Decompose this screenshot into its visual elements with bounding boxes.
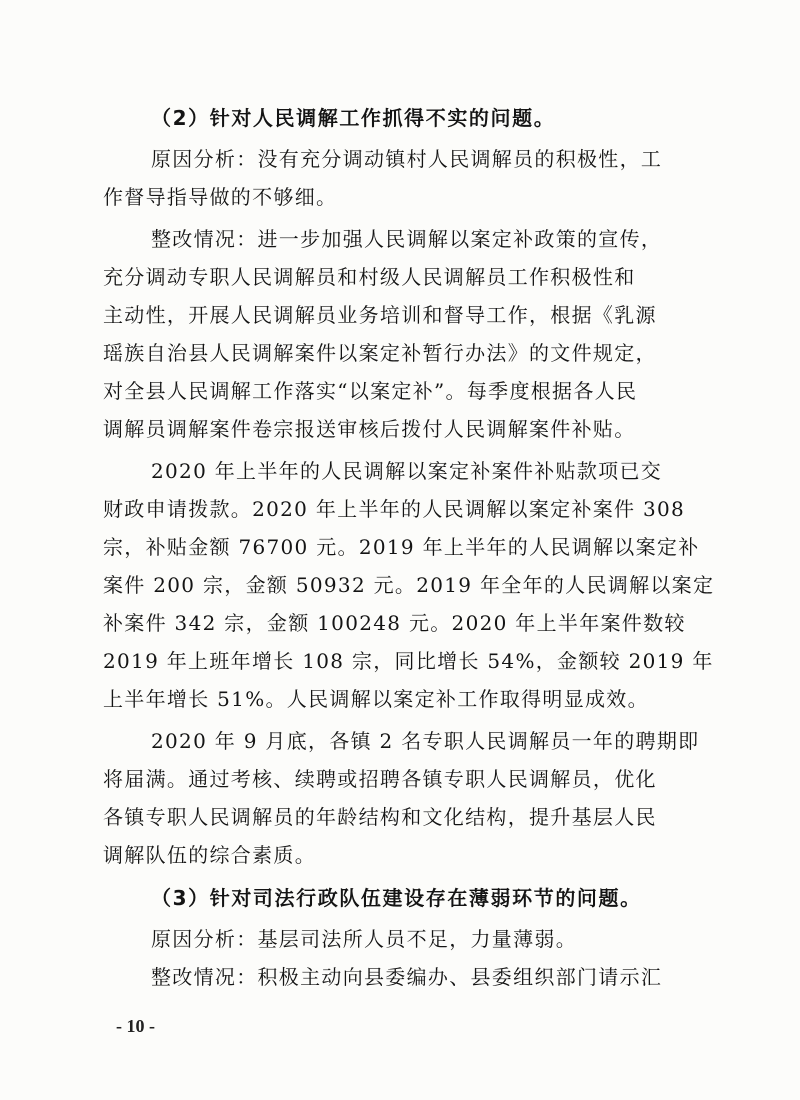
paragraph-rectification-2 xyxy=(103,220,695,448)
text-line: 将届满。通过考核、续聘或招聘各镇专职人民调解员，优化 xyxy=(103,767,657,791)
text-line: 整改情况：进一步加强人民调解以案定补政策的宣传， xyxy=(151,227,663,251)
text-line: 原因分析：没有充分调动镇村人民调解员的积极性，工 xyxy=(151,147,663,171)
text-line: 2019 年上班年增长 108 宗，同比增长 54%，金额较 2019 年 xyxy=(103,649,714,673)
text-line: 作督导指导做的不够细。 xyxy=(103,185,338,209)
text-line: 对全县人民调解工作落实“以案定补”。每季度根据各人民 xyxy=(103,379,638,403)
text-line: 充分调动专职人民调解员和村级人民调解员工作积极性和 xyxy=(103,265,636,289)
text-line: 调解队伍的综合素质。 xyxy=(103,843,316,867)
text-line: 补案件 342 宗，金额 100248 元。2020 年上半年案件数较 xyxy=(103,611,686,635)
text-line: 原因分析：基层司法所人员不足，力量薄弱。 xyxy=(151,927,577,951)
text-line: 瑶族自治县人民调解案件以案定补暂行办法》的文件规定， xyxy=(103,341,657,365)
paragraph-rectification-3 xyxy=(103,958,695,996)
text-line: 主动性，开展人民调解员业务培训和督导工作，根据《乳源 xyxy=(103,303,657,327)
text-line: 宗，补贴金额 76700 元。2019 年上半年的人民调解以案定补 xyxy=(103,535,700,559)
paragraph-cause-analysis-2 xyxy=(103,140,695,216)
text-line: 整改情况：积极主动向县委编办、县委组织部门请示汇 xyxy=(151,965,663,989)
page-number: - 10 - xyxy=(116,1016,155,1036)
paragraph-statistics xyxy=(103,452,715,718)
paragraph-renewal xyxy=(103,722,700,874)
text-line: 财政申请拨款。2020 年上半年的人民调解以案定补案件 308 xyxy=(103,497,686,521)
text-line: 各镇专职人民调解员的年龄结构和文化结构，提升基层人民 xyxy=(103,805,657,829)
document-body xyxy=(103,98,715,996)
text-line: 2020 年上半年的人民调解以案定补案件补贴款项已交 xyxy=(151,459,663,483)
section-heading-3: （3）针对司法行政队伍建设存在薄弱环节的问题。 xyxy=(151,886,642,910)
section-heading-2: （2）针对人民调解工作抓得不实的问题。 xyxy=(151,106,556,130)
text-line: 案件 200 宗，金额 50932 元。2019 年全年的人民调解以案定 xyxy=(103,573,715,597)
text-line: 2020 年 9 月底，各镇 2 名专职人民调解员一年的聘期即 xyxy=(151,729,700,753)
text-line: 调解员调解案件卷宗报送审核后拨付人民调解案件补贴。 xyxy=(103,417,636,441)
text-line: 上半年增长 51%。人民调解以案定补工作取得明显成效。 xyxy=(103,687,649,711)
paragraph-cause-analysis-3 xyxy=(103,920,695,958)
